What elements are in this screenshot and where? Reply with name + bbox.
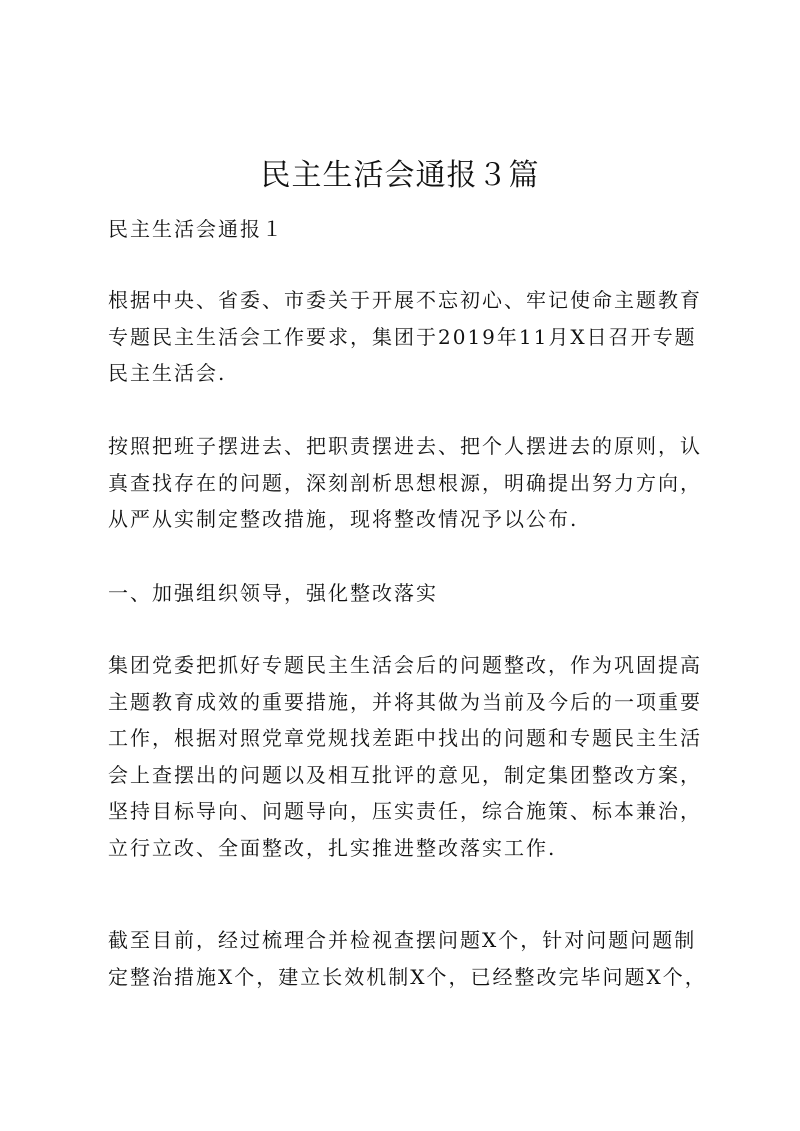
paragraph-line: 根据中央、省委、市委关于开展不忘初心、牢记使命主题教育 <box>108 288 702 312</box>
subtitle-text: 民主生活会通报１ <box>108 217 284 241</box>
document-title: 民主生活会通报３篇 <box>260 158 540 193</box>
paragraph-line: 专题民主生活会工作要求，集团于2019年11月X日召开专题 <box>108 324 697 349</box>
paragraph-1 <box>108 282 708 392</box>
paragraph-line: 坚持目标导向、问题导向，压实责任，综合施策、标本兼治， <box>108 799 702 823</box>
paragraph-line: 主题教育成效的重要措施，并将其做为当前及今后的一项重要 <box>108 689 702 714</box>
section-heading-text: 一、加强组织领导，强化整改落实 <box>108 581 438 605</box>
document-subtitle <box>108 211 708 248</box>
paragraph-line: 按照把班子摆进去、把职责摆进去、把个人摆进去的原则，认 <box>108 434 702 458</box>
section-heading-1 <box>108 575 708 612</box>
paragraph-line: 定整治措施X个，建立长效机制X个，已经整改完毕问题X个， <box>108 964 707 989</box>
paragraph-line: 从严从实制定整改措施，现将整改情况予以公布. <box>108 507 579 531</box>
paragraph-line: 工作，根据对照党章党规找差距中找出的问题和专题民主生活 <box>108 726 702 750</box>
paragraph-line: 真查找存在的问题，深刻剖析思想根源，明确提出努力方向， <box>108 470 702 495</box>
paragraph-4 <box>108 922 708 995</box>
paragraph-line: 截至目前，经过梳理合并检视查摆问题X个，针对问题问题制 <box>108 928 697 952</box>
paragraph-line: 会上查摆出的问题以及相互批评的意见，制定集团整改方案， <box>108 762 702 787</box>
paragraph-line: 民主生活会. <box>108 361 227 385</box>
paragraph-2 <box>108 428 708 538</box>
paragraph-3 <box>108 647 708 866</box>
paragraph-line: 立行立改、全面整改，扎实推进整改落实工作. <box>108 835 557 860</box>
paragraph-line: 集团党委把抓好专题民主生活会后的问题整改，作为巩固提高 <box>108 653 702 677</box>
